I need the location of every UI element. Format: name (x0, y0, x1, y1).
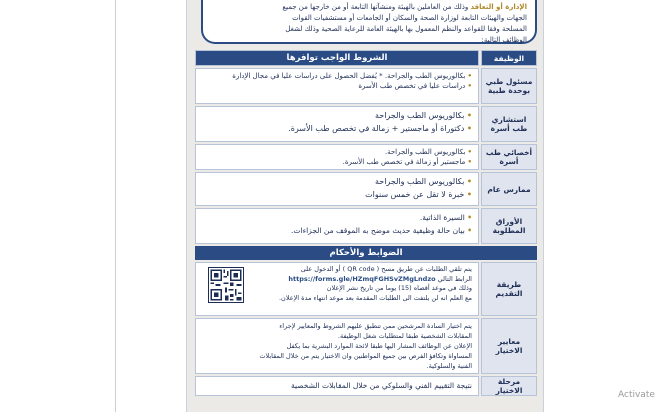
job-row (195, 144, 537, 170)
apply-label: طريقة التقديم (481, 262, 537, 316)
rules-section-title: الضوابط والأحكام (195, 246, 537, 260)
job-conditions: • بكالوريوس الطب والجراحة • خبرة لا تقل عن خمس سنوات (195, 172, 479, 206)
announcement-document (186, 0, 544, 412)
pane-divider (115, 0, 116, 412)
job-title: أخصائي طب أسرة (481, 144, 537, 170)
stage-details: نتيجة التقييم الفني والسلوكي من خلال المقابلات الشخصية (195, 376, 479, 396)
job-conditions: • بكالوريوس الطب والجراحة. * يُفضل الحصول على دراسات عليا في مجال الإدارة • دراسات عليا في تخصص طب الأسرة (195, 68, 479, 104)
job-conditions: • بكالوريوس الطب والجراحة. • ماجستير أو زمالة في تخصص طب الأسرة. (195, 144, 479, 170)
job-row (195, 68, 537, 104)
criteria-row (195, 318, 537, 374)
intro-highlight: الإدارة أو التعاقد (470, 3, 527, 11)
documents-row (195, 208, 537, 244)
application-form-link[interactable]: https://forms.gle/HZmqFGHSvZMgLndzo (288, 274, 436, 283)
criteria-label: معايير الاختيار (481, 318, 537, 374)
stage-row (195, 376, 537, 396)
job-title: مسئول طبي بوحدة طبية (481, 68, 537, 104)
right-blank-pane (560, 0, 655, 412)
intro-box (201, 0, 537, 44)
header-conditions: الشروط الواجب توافرها (195, 50, 479, 66)
qr-code-icon[interactable] (208, 267, 244, 303)
job-title: استشاري طب أسرة (481, 106, 537, 142)
intro-line-1: الإدارة أو التعاقد وذلك من العاملين بالهيئة ومنشآتها التابعة أو من خارجها من جميع (282, 3, 527, 11)
intro-line-3: المسلحة وفقا للقواعد والنظم المعمول بها بالهيئة العامة للرعاية الصحية وذلك لشغل (285, 25, 527, 33)
jobs-table-header (195, 50, 537, 66)
criteria-details: يتم اختيار السادة المرشحين ممن تنطبق عليهم الشروط والمعايير لإجراء المقابلات الشخصية طبقا لمتطلبات شغل الوظيفة. الإعلان عن الوظائف المشار اليها طبقا لائحة الموارد البشرية بما يكفل المساواة وتكافؤ الفرص بين جميع المواطنين وان الاختيار يتم من خلال المقابلات الفنية والسلوكية. (195, 318, 479, 374)
intro-line-4: الوظائف التالية: (481, 36, 527, 44)
stage-label: مرحلة الاختيار (481, 376, 537, 396)
apply-details: يتم تلقي الطلبات عن طريق مسح ( QR code ) أو الدخول على الرابط التالي https://forms.gle/HZmqFGHSvZMgLndzo وذلك في موعد أقصاه (15) يوما من تاريخ نشر الإعلان مع العلم انه لن يلتفت الى الطلبات المقدمة بعد موعد انتهاء مدة الإعلان. (195, 262, 479, 316)
intro-line-2: الجهات والهيئات التابعة لوزارة الصحة والسكان أو الجامعات أو مستشفيات القوات (292, 14, 527, 22)
apply-row (195, 262, 537, 316)
jobs-table (195, 50, 537, 398)
job-title: ممارس عام (481, 172, 537, 206)
job-conditions: • بكالوريوس الطب والجراحة • دكتوراة أو ماجستير + زمالة في تخصص طب الأسرة. (195, 106, 479, 142)
activate-windows-watermark: Activate (618, 390, 655, 400)
header-job: الوظيفة (481, 50, 537, 66)
documents-list: • السيرة الذاتية. • بيان حالة وظيفية حديث موضح به الموقف من الجزاءات. (195, 208, 479, 244)
documents-label: الأوراق المطلوبة (481, 208, 537, 244)
job-row (195, 172, 537, 206)
left-blank-pane (0, 0, 115, 412)
job-row (195, 106, 537, 142)
